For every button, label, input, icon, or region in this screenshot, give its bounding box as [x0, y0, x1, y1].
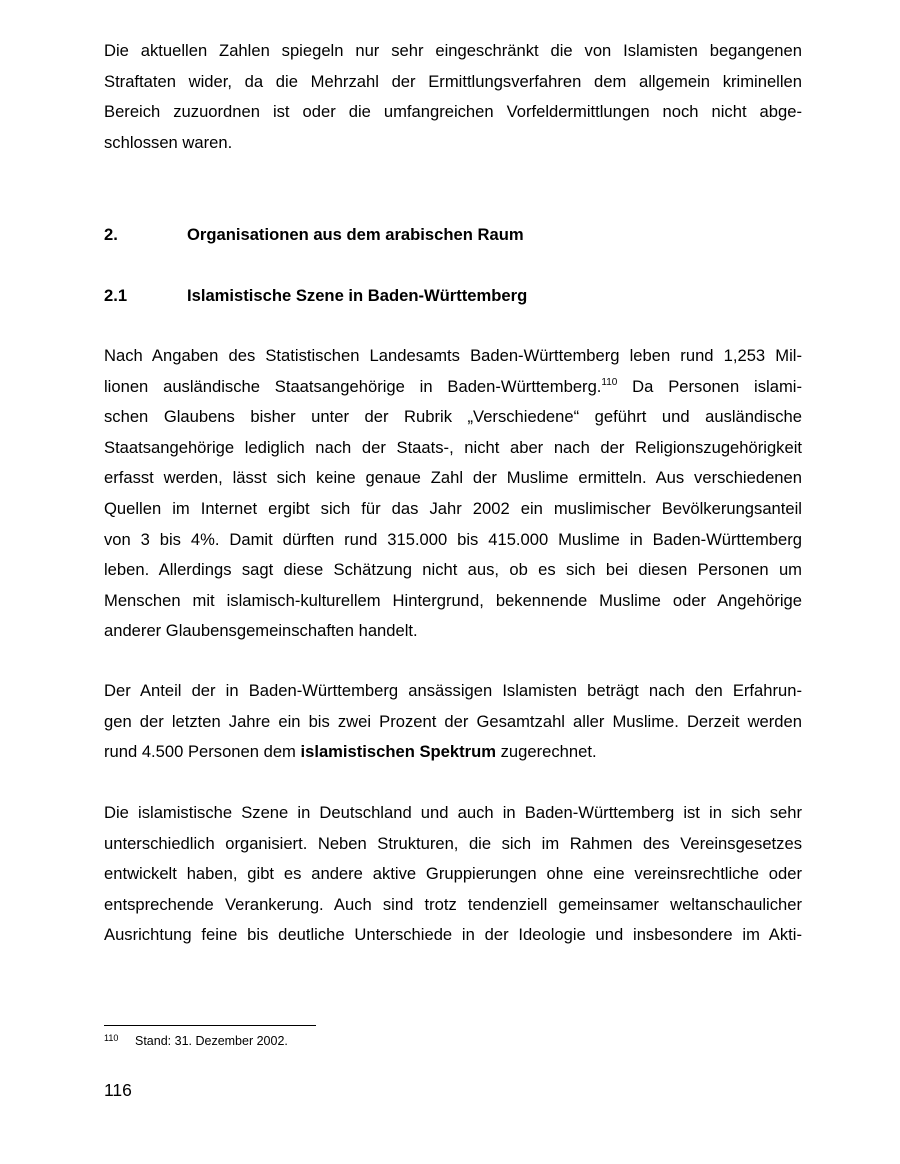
footnote-divider	[104, 1025, 316, 1026]
p1-line-2-rest: Da Personen islami-	[617, 376, 802, 396]
p1-line-5: erfasst werden, lässt sich keine genaue Zahl der Muslime ermitteln. Aus verschiedenen	[104, 468, 802, 488]
p2-line-3-text: rund 4.500 Personen dem	[104, 742, 301, 762]
bold-term: islamistischen Spektrum	[300, 742, 497, 762]
page-number: 116	[104, 1080, 132, 1100]
p3-line-5: Ausrichtung feine bis deutliche Unterschiede in der Ideologie und insbesondere im Akti-	[104, 925, 802, 945]
p1-line-3: schen Glaubens bisher unter der Rubrik „Verschiedene“ geführt und ausländische	[104, 407, 802, 427]
paragraph-islamist-share	[104, 676, 802, 768]
footnote-text: Stand: 31. Dezember 2002.	[135, 1034, 288, 1048]
p1-line-4: Staatsangehörige lediglich nach der Staats-, nicht aber nach der Religionszugehörigkeit	[104, 437, 802, 457]
p1-line-7: von 3 bis 4%. Damit dürften rund 315.000 bis 415.000 Muslime in Baden-Württemberg	[104, 529, 802, 549]
section-number-2: 2.	[104, 225, 118, 244]
intro-line-4: schlossen waren.	[104, 132, 233, 152]
p1-line-2	[104, 372, 802, 403]
intro-line-3: Bereich zuzuordnen ist oder die umfangreichen Vorfeldermittlungen noch nicht abge-	[104, 102, 802, 122]
section-number-2-1: 2.1	[104, 286, 128, 305]
intro-paragraph	[104, 36, 802, 158]
p1-line-1: Nach Angaben des Statistischen Landesamts Baden-Württemberg leben rund 1,253 Mil-	[104, 346, 802, 365]
footnote-reference[interactable]: 110	[601, 376, 618, 388]
p3-line-2: unterschiedlich organisiert. Neben Strukturen, die sich im Rahmen des Vereinsgesetzes	[104, 833, 802, 853]
p1-line-8: leben. Allerdings sagt diese Schätzung nicht aus, ob es sich bei diesen Personen um	[104, 560, 802, 580]
footnote: 110 Stand: 31. Dezember 2002.	[104, 1033, 288, 1048]
section-heading-2	[104, 223, 524, 247]
intro-line-2: Straftaten wider, da die Mehrzahl der Ermittlungsverfahren dem allgemein kriminellen	[104, 71, 802, 91]
p1-line-9: Menschen mit islamisch-kulturellem Hintergrund, bekennende Muslime oder Angehörige	[104, 590, 802, 610]
paragraph-population	[104, 341, 802, 647]
p1-line-2-text: lionen ausländische Staatsangehörige in Baden-Württemberg.	[104, 376, 602, 396]
p1-line-10: anderer Glaubensgemeinschaften handelt.	[104, 621, 418, 641]
p2-line-2: gen der letzten Jahre ein bis zwei Prozent der Gesamtzahl aller Muslime. Derzeit werden	[104, 711, 802, 731]
p3-line-3: entwickelt haben, gibt es andere aktive Gruppierungen ohne eine vereinsrechtliche oder	[104, 864, 802, 884]
p2-line-3-rest: zugerechnet.	[496, 742, 597, 762]
intro-line-1: Die aktuellen Zahlen spiegeln nur sehr eingeschränkt die von Islamisten begangenen	[104, 41, 802, 60]
p2-line-3	[104, 737, 802, 768]
p3-line-4: entsprechende Verankerung. Auch sind trotz tendenziell gemeinsamer weltanschaulicher	[104, 894, 802, 914]
section-title-2-1: Islamistische Szene in Baden-Württemberg	[187, 286, 528, 305]
paragraph-organisation	[104, 798, 802, 951]
p2-line-1: Der Anteil der in Baden-Württemberg ansässigen Islamisten beträgt nach den Erfahrun-	[104, 681, 802, 700]
section-title-2: Organisationen aus dem arabischen Raum	[187, 225, 524, 244]
section-heading-2-1	[104, 284, 527, 308]
p3-line-1: Die islamistische Szene in Deutschland und auch in Baden-Württemberg ist in sich sehr	[104, 803, 802, 822]
p1-line-6: Quellen im Internet ergibt sich für das Jahr 2002 ein muslimischer Bevölkerungsanteil	[104, 498, 802, 518]
